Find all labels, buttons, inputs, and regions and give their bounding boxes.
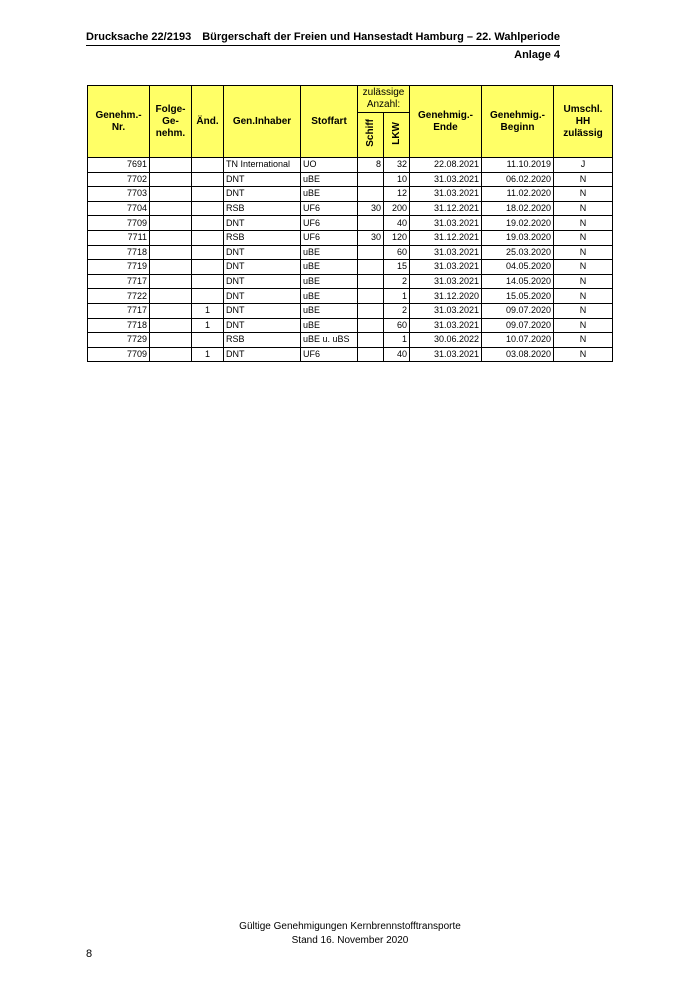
cell-umschl-hh: N [554, 289, 613, 304]
cell-genehmig-beginn: 09.07.2020 [482, 318, 554, 333]
cell-gen-inhaber: DNT [224, 303, 301, 318]
cell-genehmig-ende: 31.03.2021 [410, 245, 482, 260]
table-row [88, 274, 613, 289]
cell-stoffart: uBE [301, 289, 358, 304]
cell-genehmig-beginn: 19.03.2020 [482, 230, 554, 245]
cell-genehmig-beginn: 15.05.2020 [482, 289, 554, 304]
header-schiff-label: Schiff [364, 119, 376, 147]
cell-genehmig-ende: 22.08.2021 [410, 158, 482, 173]
cell-stoffart: uBE [301, 187, 358, 202]
cell-schiff: 30 [358, 201, 384, 216]
cell-stoffart: uBE u. uBS [301, 333, 358, 348]
cell-schiff [358, 172, 384, 187]
cell-stoffart: uBE [301, 172, 358, 187]
cell-umschl-hh: N [554, 201, 613, 216]
table-row [88, 289, 613, 304]
cell-folge-genehm [150, 158, 192, 173]
cell-folge-genehm [150, 260, 192, 275]
footer-date: Stand 16. November 2020 [291, 935, 409, 946]
cell-genehm-nr: 7704 [88, 201, 150, 216]
cell-genehmig-ende: 31.12.2021 [410, 201, 482, 216]
cell-genehmig-beginn: 10.07.2020 [482, 333, 554, 348]
cell-schiff [358, 303, 384, 318]
cell-genehmig-beginn: 09.07.2020 [482, 303, 554, 318]
cell-schiff [358, 347, 384, 362]
cell-lkw: 1 [384, 289, 410, 304]
table-row [88, 333, 613, 348]
cell-genehm-nr: 7709 [88, 216, 150, 231]
cell-schiff: 8 [358, 158, 384, 173]
cell-schiff [358, 187, 384, 202]
cell-lkw: 40 [384, 347, 410, 362]
cell-genehm-nr: 7717 [88, 303, 150, 318]
cell-genehmig-beginn: 04.05.2020 [482, 260, 554, 275]
cell-schiff [358, 216, 384, 231]
cell-stoffart: uBE [301, 274, 358, 289]
cell-genehmig-ende: 31.03.2021 [410, 303, 482, 318]
cell-genehm-nr: 7719 [88, 260, 150, 275]
cell-folge-genehm [150, 347, 192, 362]
table-row [88, 187, 613, 202]
cell-gen-inhaber: DNT [224, 172, 301, 187]
cell-lkw: 2 [384, 274, 410, 289]
cell-aend [192, 216, 224, 231]
cell-aend [192, 245, 224, 260]
header-anzahl-group: zulässige Anzahl: [358, 86, 410, 113]
cell-genehmig-beginn: 03.08.2020 [482, 347, 554, 362]
header-genehm-nr: Genehm.- Nr. [88, 86, 150, 158]
cell-schiff [358, 333, 384, 348]
cell-lkw: 60 [384, 245, 410, 260]
cell-gen-inhaber: DNT [224, 216, 301, 231]
cell-gen-inhaber: TN International [224, 158, 301, 173]
permits-table [87, 85, 613, 362]
table-row [88, 230, 613, 245]
cell-gen-inhaber: RSB [224, 333, 301, 348]
cell-genehmig-beginn: 18.02.2020 [482, 201, 554, 216]
cell-schiff: 30 [358, 230, 384, 245]
cell-genehmig-ende: 31.03.2021 [410, 318, 482, 333]
cell-gen-inhaber: DNT [224, 245, 301, 260]
page-header [86, 31, 560, 46]
table-row [88, 347, 613, 362]
cell-aend [192, 333, 224, 348]
page-footer [0, 920, 700, 948]
cell-gen-inhaber: RSB [224, 230, 301, 245]
cell-umschl-hh: N [554, 347, 613, 362]
cell-umschl-hh: N [554, 187, 613, 202]
header-folge-genehm: Folge- Ge- nehm. [150, 86, 192, 158]
cell-aend [192, 289, 224, 304]
cell-gen-inhaber: RSB [224, 201, 301, 216]
header-stoffart: Stoffart [301, 86, 358, 158]
cell-umschl-hh: N [554, 260, 613, 275]
cell-folge-genehm [150, 216, 192, 231]
cell-schiff [358, 274, 384, 289]
cell-aend [192, 172, 224, 187]
cell-aend: 1 [192, 303, 224, 318]
cell-schiff [358, 245, 384, 260]
cell-genehm-nr: 7702 [88, 172, 150, 187]
cell-stoffart: UF6 [301, 201, 358, 216]
cell-aend [192, 230, 224, 245]
cell-genehmig-ende: 31.03.2021 [410, 187, 482, 202]
cell-genehmig-ende: 31.03.2021 [410, 274, 482, 289]
cell-folge-genehm [150, 172, 192, 187]
cell-genehmig-ende: 31.03.2021 [410, 347, 482, 362]
page-number: 8 [86, 948, 93, 960]
cell-genehmig-beginn: 19.02.2020 [482, 216, 554, 231]
annex-label: Anlage 4 [514, 49, 560, 61]
cell-gen-inhaber: DNT [224, 318, 301, 333]
cell-genehm-nr: 7717 [88, 274, 150, 289]
cell-stoffart: uBE [301, 318, 358, 333]
cell-folge-genehm [150, 303, 192, 318]
cell-aend [192, 187, 224, 202]
cell-schiff [358, 318, 384, 333]
cell-umschl-hh: N [554, 333, 613, 348]
cell-stoffart: UF6 [301, 347, 358, 362]
cell-genehmig-ende: 31.03.2021 [410, 216, 482, 231]
cell-gen-inhaber: DNT [224, 289, 301, 304]
cell-stoffart: uBE [301, 245, 358, 260]
header-genehmig-beginn: Genehmig.- Beginn [482, 86, 554, 158]
cell-stoffart: UF6 [301, 230, 358, 245]
cell-folge-genehm [150, 318, 192, 333]
cell-lkw: 40 [384, 216, 410, 231]
cell-gen-inhaber: DNT [224, 187, 301, 202]
cell-aend [192, 158, 224, 173]
header-genehmig-ende: Genehmig.- Ende [410, 86, 482, 158]
cell-gen-inhaber: DNT [224, 260, 301, 275]
cell-gen-inhaber: DNT [224, 274, 301, 289]
cell-genehmig-ende: 31.12.2020 [410, 289, 482, 304]
cell-aend: 1 [192, 347, 224, 362]
cell-lkw: 1 [384, 333, 410, 348]
table-row [88, 318, 613, 333]
cell-genehmig-beginn: 14.05.2020 [482, 274, 554, 289]
permits-table-body [88, 158, 613, 362]
cell-lkw: 120 [384, 230, 410, 245]
cell-umschl-hh: N [554, 172, 613, 187]
cell-stoffart: uBE [301, 303, 358, 318]
cell-umschl-hh: J [554, 158, 613, 173]
cell-folge-genehm [150, 230, 192, 245]
table-row [88, 245, 613, 260]
cell-folge-genehm [150, 187, 192, 202]
cell-stoffart: uBE [301, 260, 358, 275]
table-row [88, 172, 613, 187]
header-umschl-hh: Umschl. HH zulässig [554, 86, 613, 158]
cell-umschl-hh: N [554, 303, 613, 318]
cell-genehm-nr: 7729 [88, 333, 150, 348]
table-row [88, 303, 613, 318]
cell-genehmig-ende: 31.03.2021 [410, 260, 482, 275]
parliament-title: Bürgerschaft der Freien und Hansestadt Hamburg – 22. Wahlperiode [202, 31, 560, 43]
cell-gen-inhaber: DNT [224, 347, 301, 362]
cell-schiff [358, 289, 384, 304]
cell-folge-genehm [150, 333, 192, 348]
cell-lkw: 60 [384, 318, 410, 333]
table-row [88, 158, 613, 173]
cell-genehmig-beginn: 11.02.2020 [482, 187, 554, 202]
cell-genehm-nr: 7722 [88, 289, 150, 304]
cell-genehm-nr: 7709 [88, 347, 150, 362]
cell-umschl-hh: N [554, 230, 613, 245]
header-lkw [384, 113, 410, 158]
cell-lkw: 32 [384, 158, 410, 173]
header-aend: Änd. [192, 86, 224, 158]
cell-aend [192, 201, 224, 216]
cell-genehm-nr: 7718 [88, 318, 150, 333]
cell-aend [192, 260, 224, 275]
table-row [88, 201, 613, 216]
cell-lkw: 10 [384, 172, 410, 187]
cell-lkw: 12 [384, 187, 410, 202]
cell-umschl-hh: N [554, 216, 613, 231]
cell-umschl-hh: N [554, 274, 613, 289]
header-schiff [358, 113, 384, 158]
cell-genehm-nr: 7703 [88, 187, 150, 202]
cell-folge-genehm [150, 201, 192, 216]
footer-title: Gültige Genehmigungen Kernbrennstofftransporte [239, 921, 461, 932]
cell-lkw: 2 [384, 303, 410, 318]
cell-folge-genehm [150, 245, 192, 260]
cell-genehmig-beginn: 06.02.2020 [482, 172, 554, 187]
table-row [88, 216, 613, 231]
cell-folge-genehm [150, 274, 192, 289]
cell-aend [192, 274, 224, 289]
document-number: Drucksache 22/2193 [86, 31, 192, 43]
table-row [88, 260, 613, 275]
cell-folge-genehm [150, 289, 192, 304]
cell-umschl-hh: N [554, 245, 613, 260]
header-gen-inhaber: Gen.Inhaber [224, 86, 301, 158]
cell-lkw: 15 [384, 260, 410, 275]
cell-genehm-nr: 7691 [88, 158, 150, 173]
cell-genehm-nr: 7711 [88, 230, 150, 245]
cell-schiff [358, 260, 384, 275]
cell-genehmig-ende: 30.06.2022 [410, 333, 482, 348]
cell-genehmig-ende: 31.12.2021 [410, 230, 482, 245]
cell-stoffart: UO [301, 158, 358, 173]
cell-genehmig-ende: 31.03.2021 [410, 172, 482, 187]
cell-aend: 1 [192, 318, 224, 333]
cell-genehmig-beginn: 11.10.2019 [482, 158, 554, 173]
cell-umschl-hh: N [554, 318, 613, 333]
cell-genehmig-beginn: 25.03.2020 [482, 245, 554, 260]
header-lkw-label: LKW [390, 121, 402, 145]
cell-genehm-nr: 7718 [88, 245, 150, 260]
cell-lkw: 200 [384, 201, 410, 216]
cell-stoffart: UF6 [301, 216, 358, 231]
